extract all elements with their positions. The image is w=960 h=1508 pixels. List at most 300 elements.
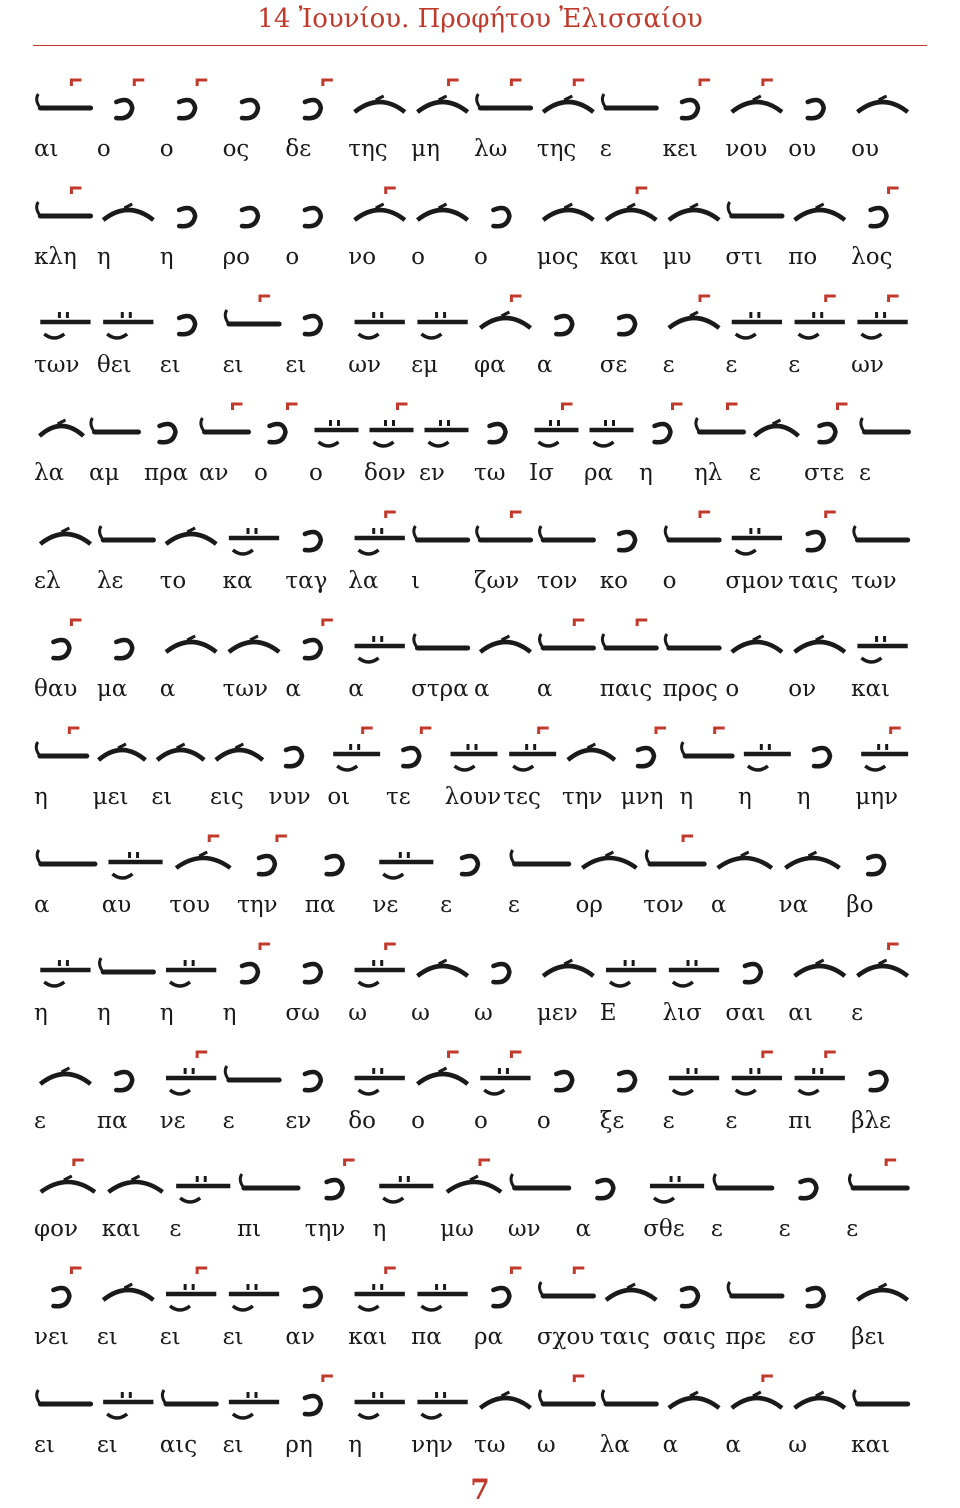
- neume-sign: [116, 80, 144, 118]
- neume-sign: [37, 188, 91, 216]
- neume-sign: [540, 1268, 594, 1296]
- neume-sign: [543, 204, 593, 220]
- neume-sign: [755, 420, 799, 436]
- neume-row-graphic: [28, 510, 932, 570]
- neume-sign: [854, 526, 908, 540]
- neume-sign: [646, 836, 704, 864]
- syllable: ε: [778, 1216, 791, 1242]
- neume-sign: [242, 208, 258, 226]
- neume-sign: [732, 636, 782, 652]
- syllable: ρη: [285, 1432, 313, 1458]
- syllable: ε: [169, 1216, 182, 1242]
- syllable: λε: [96, 568, 124, 594]
- neume-sign: [535, 404, 579, 446]
- syllable: ε: [440, 892, 453, 918]
- neume-row-graphic: [28, 942, 932, 1002]
- syllable: ε: [846, 1216, 859, 1242]
- neume-sign: [447, 1160, 501, 1192]
- header-rule: [33, 45, 927, 46]
- syllable: ο: [725, 676, 740, 702]
- syllable: η: [34, 1000, 48, 1026]
- neume-sign: [305, 532, 321, 550]
- syllable: ε: [222, 1108, 235, 1134]
- syllable: αις: [159, 1432, 198, 1458]
- syllable: ταγ: [285, 568, 328, 594]
- neume-sign: [602, 1390, 656, 1404]
- neume-sign: [493, 208, 509, 226]
- neume-sign: [728, 1282, 782, 1296]
- syllable: νου: [725, 136, 768, 162]
- syllable: τω: [474, 460, 506, 486]
- syllable: ει: [285, 352, 307, 378]
- syllable: α: [159, 676, 176, 702]
- syllable: νην: [411, 1432, 453, 1458]
- syllable: ηλ: [694, 460, 723, 486]
- lyrics-row: [30, 1429, 930, 1461]
- syllable: αι: [34, 136, 59, 162]
- neume-sign: [355, 188, 405, 220]
- syllable: ον: [788, 676, 817, 702]
- neume-sign: [795, 636, 845, 652]
- syllable: ος: [222, 136, 250, 162]
- syllable: πα: [304, 892, 336, 918]
- syllable: ε: [749, 460, 761, 486]
- syllable: ο: [285, 244, 300, 270]
- neume-sign: [417, 1392, 467, 1418]
- neume-sign: [511, 1174, 569, 1188]
- neume-sign: [305, 620, 333, 658]
- syllable: μην: [855, 784, 899, 810]
- syllable: ω: [788, 1432, 808, 1458]
- neume-sign: [229, 528, 279, 554]
- neume-sign: [225, 296, 279, 324]
- syllable: ταις: [599, 1324, 650, 1350]
- lyrics-row: [30, 673, 930, 705]
- syllable: ων: [507, 1216, 541, 1242]
- neume-sign: [417, 80, 467, 112]
- syllable: Ε: [599, 1000, 617, 1026]
- neume-sign: [493, 1268, 521, 1306]
- syllable: εμ: [411, 352, 439, 378]
- neume-sign: [638, 728, 666, 766]
- neume-sign: [665, 634, 719, 648]
- neume-sign: [480, 1392, 530, 1408]
- neume-sign: [606, 1284, 656, 1300]
- syllable: να: [778, 892, 809, 918]
- neume-sign: [744, 744, 791, 770]
- syllable: ε: [859, 460, 871, 486]
- neume-sign: [814, 748, 830, 766]
- syllable: και: [851, 1432, 891, 1458]
- syllable: και: [599, 244, 639, 270]
- syllable: των: [34, 352, 80, 378]
- syllable: α: [725, 1432, 741, 1458]
- syllable: κει: [662, 136, 698, 162]
- neume-sign: [103, 204, 153, 220]
- syllable: ω: [474, 1000, 493, 1026]
- neume-sign: [229, 1392, 279, 1418]
- syllable: πι: [237, 1216, 262, 1242]
- neume-sign: [509, 728, 556, 770]
- neume-sign: [480, 636, 530, 652]
- neume-sign: [728, 202, 782, 216]
- syllable: βει: [851, 1324, 886, 1350]
- syllable: ρα: [584, 460, 614, 486]
- neume-sign: [619, 532, 635, 550]
- syllable: φα: [474, 352, 506, 378]
- syllable: σω: [285, 1000, 320, 1026]
- syllable: η: [222, 1000, 237, 1026]
- neume-row: [28, 402, 932, 462]
- neume-sign: [327, 1160, 355, 1198]
- neume-sign: [37, 850, 95, 864]
- neume-sign: [41, 1160, 95, 1192]
- neume-sign: [451, 744, 498, 770]
- neume-row: [28, 618, 932, 678]
- syllable: α: [662, 1432, 679, 1458]
- neume-row-graphic: [28, 726, 932, 786]
- syllable: ει: [96, 1324, 118, 1350]
- neume-sign: [305, 1288, 321, 1306]
- neume-sign: [795, 1052, 845, 1094]
- syllable: αι: [788, 1000, 813, 1026]
- syllable: α: [285, 676, 301, 702]
- neume-sign: [229, 1284, 279, 1310]
- neume-sign: [179, 80, 207, 118]
- lyrics-row: [30, 889, 930, 921]
- neume-row-graphic: [28, 618, 932, 678]
- page-number: 7: [470, 1473, 490, 1506]
- neume-sign: [108, 852, 162, 878]
- header-title: 14 Ἰουνίου. Προφήτου Ἐλισσαίου: [257, 4, 703, 34]
- neume-sign: [242, 944, 270, 982]
- lyrics-row: [30, 781, 930, 813]
- syllable: νει: [34, 1324, 69, 1350]
- neume-sign: [216, 744, 263, 760]
- syllable: η: [34, 784, 48, 810]
- neume-sign: [103, 1284, 153, 1300]
- neume-sign: [116, 1072, 132, 1090]
- syllable: της: [536, 136, 577, 162]
- neume-sign: [568, 744, 615, 760]
- syllable: σμον: [725, 568, 784, 594]
- syllable: του: [169, 892, 210, 918]
- neume-sign: [40, 528, 90, 544]
- neume-sign: [808, 100, 824, 118]
- syllable: λος: [851, 244, 893, 270]
- syllable: μυ: [662, 244, 692, 270]
- neume-sign: [606, 960, 656, 986]
- neume-row: [28, 834, 932, 894]
- neume-sign: [305, 1072, 321, 1090]
- neume-row: [28, 1266, 932, 1326]
- neume-sign: [597, 1180, 613, 1198]
- neume-sign: [176, 836, 230, 868]
- syllable: ων: [851, 352, 884, 378]
- neume-sign: [795, 1392, 845, 1408]
- syllable: η: [348, 1432, 363, 1458]
- syllable: ων: [348, 352, 382, 378]
- syllable: αμ: [89, 460, 120, 486]
- syllable: ει: [222, 1432, 244, 1458]
- lyrics-row: [30, 349, 930, 381]
- lyrics-row: [30, 1105, 930, 1137]
- neume-sign: [861, 728, 908, 770]
- neume-sign: [808, 1288, 824, 1306]
- neume-sign: [179, 208, 195, 226]
- neume-row-graphic: [28, 1158, 932, 1218]
- syllable: δον: [364, 460, 406, 486]
- neume-sign: [379, 852, 433, 878]
- neume-sign: [696, 404, 744, 432]
- neume-sign: [477, 80, 531, 108]
- neume-sign: [582, 852, 636, 868]
- syllable: τω: [474, 1432, 506, 1458]
- syllable: θαυ: [34, 676, 78, 702]
- neume-sign: [732, 1052, 782, 1094]
- neume-sign: [417, 960, 467, 976]
- neume-row-graphic: [28, 186, 932, 246]
- lyrics-row: [30, 1213, 930, 1245]
- syllable: ταις: [788, 568, 839, 594]
- syllable: μεν: [536, 1000, 578, 1026]
- syllable: προς: [662, 676, 718, 702]
- neume-sign: [665, 512, 719, 540]
- neume-sign: [732, 312, 782, 338]
- neume-sign: [714, 1174, 772, 1188]
- syllable: βο: [846, 892, 874, 918]
- syllable: ο: [662, 568, 677, 594]
- neume-sign: [556, 316, 572, 334]
- neume-sign: [543, 80, 593, 112]
- syllable: η: [159, 1000, 174, 1026]
- neume-sign: [857, 1284, 907, 1300]
- syllable: πρε: [725, 1324, 766, 1350]
- neume-sign: [176, 1176, 230, 1202]
- syllable: την: [304, 1216, 346, 1242]
- syllable: ο: [254, 460, 268, 486]
- syllable: ρα: [474, 1324, 504, 1350]
- neume-sign: [40, 312, 90, 338]
- syllable: της: [348, 136, 388, 162]
- neume-sign: [718, 852, 772, 868]
- neume-sign: [602, 620, 656, 648]
- neume-sign: [857, 636, 907, 662]
- neume-sign: [370, 404, 414, 446]
- syllable: μος: [536, 244, 579, 270]
- syllable: ει: [222, 1324, 244, 1350]
- neume-sign: [179, 316, 195, 334]
- neume-row-graphic: [28, 1374, 932, 1434]
- syllable: μη: [411, 136, 440, 162]
- syllable: νυν: [268, 784, 311, 810]
- lyrics-row: [30, 1321, 930, 1353]
- neume-sign: [808, 512, 836, 550]
- neume-sign: [40, 960, 90, 986]
- neume-sign: [417, 204, 467, 220]
- syllable: πα: [96, 1108, 128, 1134]
- syllable: μει: [92, 784, 129, 810]
- syllable: η: [372, 1216, 387, 1242]
- neume-row: [28, 1374, 932, 1434]
- syllable: λα: [348, 568, 379, 594]
- syllable: σαις: [662, 1324, 716, 1350]
- neume-sign: [795, 296, 845, 338]
- syllable: το: [159, 568, 187, 594]
- syllable: κα: [222, 568, 253, 594]
- neume-sign: [305, 964, 321, 982]
- syllable: μνη: [620, 784, 664, 810]
- syllable: σχου: [536, 1324, 595, 1350]
- syllable: και: [348, 1324, 388, 1350]
- neume-sign: [414, 634, 468, 648]
- neume-sign: [103, 312, 153, 338]
- syllable: εν: [285, 1108, 312, 1134]
- neume-sign: [425, 420, 469, 446]
- syllable: νε: [159, 1108, 186, 1134]
- syllable: α: [34, 892, 50, 918]
- lyrics-row: [30, 457, 930, 489]
- neume-sign: [606, 188, 656, 220]
- syllable: λουν: [444, 784, 502, 810]
- neume-sign: [259, 836, 287, 874]
- neume-sign: [480, 296, 530, 328]
- neume-sign: [108, 1176, 162, 1192]
- neume-sign: [800, 1180, 816, 1198]
- syllable: πι: [788, 1108, 813, 1134]
- syllable: η: [796, 784, 811, 810]
- syllable: ε: [851, 1000, 864, 1026]
- neume-sign: [795, 960, 845, 976]
- neume-sign: [286, 748, 302, 766]
- neume-sign: [37, 80, 91, 108]
- neume-sign: [166, 1052, 216, 1094]
- neume-sign: [857, 296, 907, 338]
- syllable: βλε: [851, 1108, 891, 1134]
- syllable: λισ: [662, 1000, 702, 1026]
- syllable: ο: [474, 244, 488, 270]
- syllable: ο: [309, 460, 323, 486]
- neume-sign: [166, 1268, 216, 1310]
- neume-sign: [619, 1072, 635, 1090]
- syllable: η: [96, 1000, 111, 1026]
- neume-sign: [100, 526, 154, 540]
- neume-sign: [868, 856, 884, 874]
- neume-sign: [477, 512, 531, 540]
- neume-sign: [417, 1052, 467, 1084]
- neume-sign: [745, 964, 761, 982]
- neume-sign: [157, 744, 204, 760]
- neume-sign: [355, 512, 405, 554]
- syllable: πρα: [144, 460, 189, 486]
- neume-sign: [403, 728, 431, 766]
- neume-sign: [857, 96, 907, 112]
- syllable: κλη: [34, 244, 77, 270]
- neume-sign: [655, 404, 683, 442]
- neume-sign: [590, 420, 634, 446]
- neume-sign: [669, 1068, 719, 1094]
- neume-sign: [602, 94, 656, 108]
- syllable: θει: [96, 352, 132, 378]
- neume-row-graphic: [28, 294, 932, 354]
- syllable: Ισ: [529, 460, 554, 486]
- lyrics-row: [30, 997, 930, 1029]
- neume-sign: [162, 1390, 216, 1404]
- syllable: ο: [96, 136, 111, 162]
- syllable: κο: [599, 568, 628, 594]
- neume-sign: [270, 404, 298, 442]
- syllable: λα: [34, 460, 65, 486]
- syllable: ω: [348, 1000, 368, 1026]
- neume-sign: [355, 312, 405, 338]
- lyrics-row: [30, 565, 930, 597]
- neume-sign: [201, 404, 249, 432]
- neume-sign: [417, 1284, 467, 1310]
- syllable: πο: [788, 244, 818, 270]
- neume-row-graphic: [28, 1266, 932, 1326]
- neume-sign: [355, 1392, 405, 1418]
- syllable: ο: [411, 244, 425, 270]
- neume-sign: [414, 526, 468, 540]
- neume-sign: [669, 296, 719, 328]
- neume-sign: [315, 420, 359, 446]
- neume-sign: [36, 728, 87, 756]
- neume-sign: [857, 944, 907, 976]
- neume-sign: [785, 852, 839, 868]
- syllable: παις: [599, 676, 653, 702]
- lyrics-row: [30, 241, 930, 273]
- syllable: ξε: [599, 1108, 625, 1134]
- syllable: αν: [285, 1324, 315, 1350]
- neume-sign: [355, 1268, 405, 1310]
- syllable: τον: [536, 568, 578, 594]
- syllable: ελ: [34, 568, 61, 594]
- neume-sign: [305, 316, 321, 334]
- neume-sign: [103, 1392, 153, 1418]
- neume-row-graphic: [28, 1050, 932, 1110]
- syllable: ρο: [222, 244, 250, 270]
- neume-sign: [556, 1072, 572, 1090]
- neume-row: [28, 1050, 932, 1110]
- syllable: ει: [151, 784, 173, 810]
- neume-sign: [669, 1392, 719, 1408]
- syllable: σε: [599, 352, 628, 378]
- neume-sign: [355, 636, 405, 662]
- neume-sign: [242, 100, 258, 118]
- syllable: ει: [34, 1432, 55, 1458]
- syllable: την: [237, 892, 278, 918]
- neume-sign: [462, 856, 478, 874]
- syllable: τες: [503, 784, 541, 810]
- syllable: νε: [372, 892, 399, 918]
- page-header: [0, 0, 960, 40]
- neume-sign: [40, 420, 84, 436]
- syllable: ε: [662, 1108, 675, 1134]
- syllable: α: [474, 676, 490, 702]
- neume-sign: [166, 636, 216, 652]
- neume-row: [28, 726, 932, 786]
- syllable: μα: [96, 676, 128, 702]
- syllable: σθε: [643, 1216, 685, 1242]
- neume-sign: [327, 856, 343, 874]
- neume-sign: [490, 424, 506, 442]
- neume-sign: [540, 526, 594, 540]
- syllable: ο: [474, 1108, 488, 1134]
- neume-sign: [650, 1176, 704, 1202]
- neume-sign: [861, 418, 909, 432]
- syllable: φον: [34, 1216, 78, 1242]
- syllable: εν: [419, 460, 445, 486]
